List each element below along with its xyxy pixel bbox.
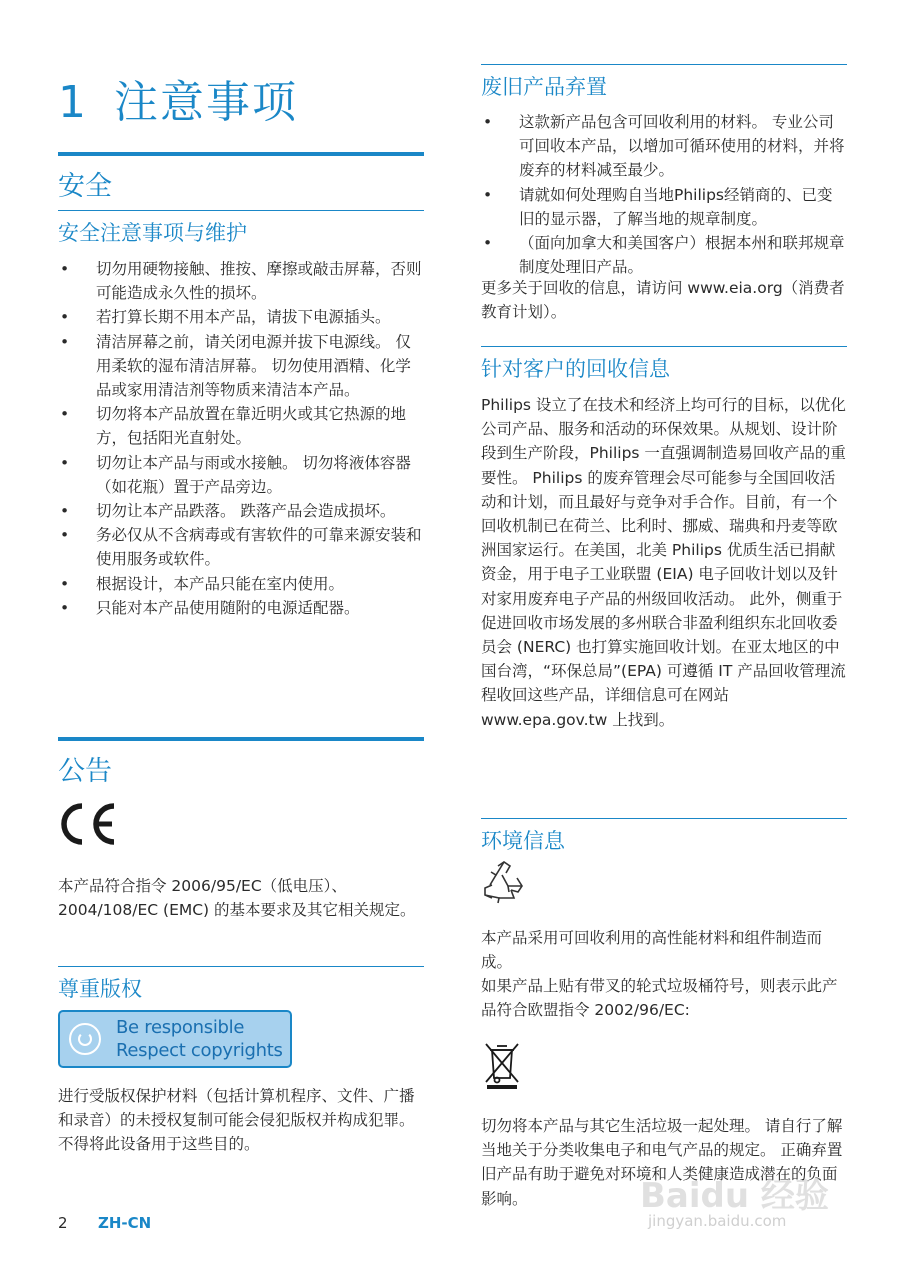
section-disposal-title: 废旧产品弃置 (481, 64, 847, 101)
environment-text-3: 切勿将本产品与其它生活垃圾一起处理。 请自行了解当地关于分类收集电子和电气产品的规定。 正确弃置旧产品有助于避免对环境和人类健康造成潜在的负面影响。 (481, 1117, 843, 1208)
customer-recycling-text: Philips 设立了在技术和经济上均可行的目标，以优化公司产品、服务和活动的环保效果。从规划、设计阶段到生产阶段，Philips 一直强调制造易回收产品的重要性。 Philips 的废弃管理会尽可能参与全国回收活动和计划，而且最好与竞争对手合作。目前，有一个回收机制已在荷兰、比利时、挪威、瑞典和丹麦等欧洲国家运行。在美国，北美 Philips 优质生活已捐献资金，用于电子工业联盟 (EIA) 电子回收计划以及针对家用废弃电子产品的州级回收活动。 此外，侧重于促进回收市场发展的多州联合非盈利组织东北回收委员会 (NERC) 也打算实施回收计划。在亚太地区的中国台湾，“环保总局”(EPA) 可遵循 IT 产品回收管理流程收回这些产品，详细信息可在网站 www.epa.gov.tw 上找到。 (481, 396, 846, 729)
section-environment-title: 环境信息 (481, 818, 847, 855)
respect-line-1: Be responsible (116, 1017, 245, 1038)
disposal-more-info: 更多关于回收的信息，请访问 www.eia.org（消费者教育计划）。 (481, 279, 845, 322)
chapter-title-text: 注意事项 (114, 77, 298, 128)
list-item: • 切勿将本产品放置在靠近明火或其它热源的地方，包括阳光直射处。 (58, 402, 424, 450)
list-item: • 这款新产品包含可回收利用的材料。 专业公司可回收本产品，以增加可循环使用的材料，并将废弃的材料减至最少。 (481, 110, 847, 183)
section-safety-title: 安全 (58, 152, 424, 203)
environment-text-2: 如果产品上贴有带叉的轮式垃圾桶符号，则表示此产品符合欧盟指令 2002/96/EC: (481, 977, 838, 1020)
list-item: • 只能对本产品使用随附的电源适配器。 (58, 596, 424, 620)
ce-mark-icon (58, 800, 120, 848)
list-item: • 清洁屏幕之前，请关闭电源并拔下电源线。 仅用柔软的湿布清洁屏幕。 切勿使用酒精、化学品或家用清洁剂等物质来清洁本产品。 (58, 330, 424, 403)
list-item: • 切勿用硬物接触、推按、摩擦或敲击屏幕，否则可能造成永久性的损坏。 (58, 257, 424, 305)
copyright-text: 进行受版权保护材料（包括计算机程序、文件、广播和录音）的未授权复制可能会侵犯版权并构成犯罪。 不得将此设备用于这些目的。 (58, 1087, 415, 1154)
watermark-brand: Baidu 经验 (640, 1176, 829, 1216)
safety-list (58, 257, 424, 620)
disposal-list (481, 110, 847, 279)
language-code: ZH-CN (98, 1214, 152, 1232)
chapter-number: 1 (58, 77, 88, 128)
list-item: • 务必仅从不含病毒或有害软件的可靠来源安装和使用服务或软件。 (58, 523, 424, 571)
notice-text: 本产品符合指令 2006/95/EC（低电压）、2004/108/EC (EMC) 的基本要求及其它相关规定。 (58, 877, 416, 920)
section-notice-title: 公告 (58, 737, 424, 788)
section-copyright-title: 尊重版权 (58, 966, 424, 1003)
page-number: 2 (58, 1214, 68, 1232)
section-customer-recycling-title: 针对客户的回收信息 (481, 346, 847, 383)
list-item: • 切勿让本产品跌落。 跌落产品会造成损坏。 (58, 499, 424, 523)
power-circle-icon (69, 1023, 101, 1055)
chapter-title (58, 66, 298, 130)
respect-line-2: Respect copyrights (116, 1040, 283, 1061)
list-item: • 切勿让本产品与雨或水接触。 切勿将液体容器（如花瓶）置于产品旁边。 (58, 451, 424, 499)
environment-text-1: 本产品采用可回收利用的高性能材料和组件制造而成。 (481, 929, 823, 972)
section-safety-maintenance-title: 安全注意事项与维护 (58, 210, 424, 247)
crossed-bin-icon (482, 1040, 522, 1090)
list-item: • （面向加拿大和美国客户）根据本州和联邦规章制度处理旧产品。 (481, 231, 847, 279)
list-item: • 若打算长期不用本产品，请拔下电源插头。 (58, 305, 424, 329)
watermark-url: jingyan.baidu.com (648, 1212, 787, 1230)
recycle-icon (481, 860, 527, 906)
respect-copyrights-logo (58, 1010, 292, 1068)
list-item: • 根据设计，本产品只能在室内使用。 (58, 572, 424, 596)
list-item: • 请就如何处理购自当地Philips经销商的、已变旧的显示器，了解当地的规章制度。 (481, 183, 847, 231)
